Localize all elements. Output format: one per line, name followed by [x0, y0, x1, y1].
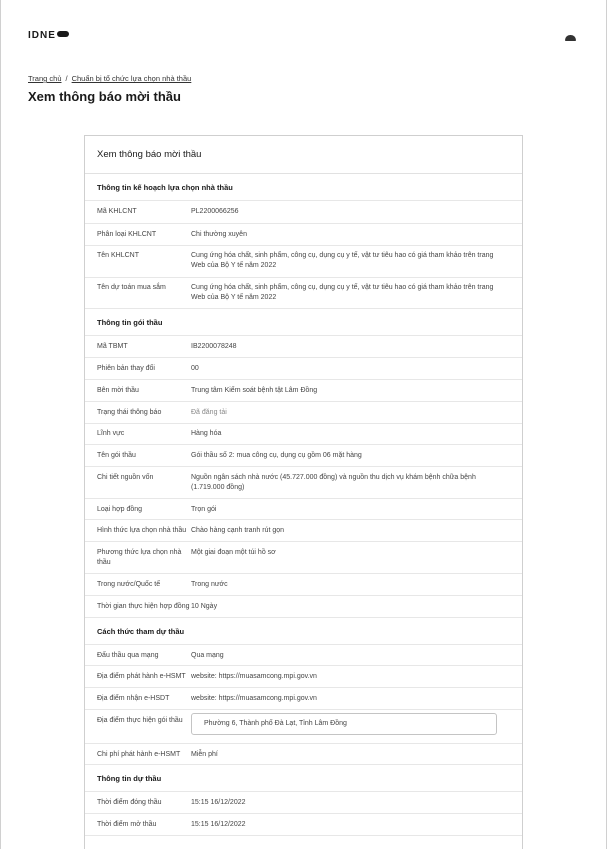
row-value: IB2200078248	[191, 343, 237, 350]
row-value: Một giai đoạn một túi hồ sơ	[191, 549, 276, 556]
row-label: Thời gian thực hiện hợp đồng	[97, 603, 190, 610]
row-value: 10 Ngày	[191, 603, 218, 610]
table-row	[85, 645, 522, 666]
table-row	[85, 814, 522, 836]
table-row	[85, 380, 522, 402]
row-value: Miễn phí	[191, 751, 218, 758]
breadcrumb-separator: /	[65, 74, 68, 83]
table-row	[85, 499, 522, 520]
table-row	[85, 358, 522, 380]
card-title: Xem thông báo mời thầu	[85, 136, 522, 174]
user-menu-icon[interactable]	[565, 35, 576, 41]
row-label: Mã TBMT	[97, 343, 128, 350]
section-bidding-title: Thông tin dự thầu	[85, 765, 522, 792]
row-label: Thời điểm mở thầu	[97, 821, 157, 828]
section-participation-title: Cách thức tham dự thầu	[85, 618, 522, 645]
row-label: Địa điểm nhận e-HSDT	[97, 695, 170, 702]
row-label: Phiên bản thay đổi	[97, 365, 155, 372]
row-label: Chi phí phát hành e-HSMT	[97, 751, 181, 758]
row-value: Qua mạng	[191, 652, 224, 659]
row-value: Trọn gói	[191, 506, 217, 513]
table-row	[85, 792, 522, 814]
row-label: Phương thức lựa chọn nhà thầu	[97, 549, 182, 566]
row-label: Lĩnh vực	[97, 430, 125, 437]
row-value: Hàng hóa	[191, 430, 222, 437]
row-label: Tên dự toán mua sắm	[97, 284, 166, 291]
table-row	[85, 574, 522, 596]
location-field[interactable]: Phường 6, Thành phố Đà Lạt, Tỉnh Lâm Đồng	[191, 713, 497, 735]
table-row	[85, 666, 522, 688]
row-value: Chào hàng cạnh tranh rút gọn	[191, 527, 285, 534]
row-label: Chi tiết nguồn vốn	[97, 474, 154, 481]
breadcrumb-parent-link[interactable]: Chuẩn bị tổ chức lựa chọn nhà thầu	[71, 74, 192, 83]
breadcrumb	[28, 74, 191, 83]
row-label: Thời điểm đóng thầu	[97, 799, 162, 806]
logo-mark-icon	[57, 31, 69, 37]
row-label: Trạng thái thông báo	[97, 409, 162, 416]
row-value: PL2200066256	[191, 208, 239, 215]
row-value: website: https://muasamcong.mpi.gov.vn	[191, 695, 317, 702]
row-label: Địa điểm thực hiện gói thầu	[97, 717, 183, 724]
row-value: Cung ứng hóa chất, sinh phẩm, công cụ, dụng cụ y tế, vật tư tiêu hao có giá tham khảo trên trang Web của Bộ Y tế năm 2022	[191, 252, 494, 269]
row-value: 00	[191, 365, 199, 372]
table-row	[85, 424, 522, 445]
table-row	[85, 246, 522, 278]
table-row	[85, 688, 522, 710]
row-label: Địa điểm phát hành e-HSMT	[97, 673, 186, 680]
row-label: Tên gói thầu	[97, 452, 136, 459]
row-label: Mã KHLCNT	[97, 208, 137, 215]
row-label: Bên mời thầu	[97, 387, 139, 394]
breadcrumb-home-link[interactable]: Trang chủ	[28, 74, 62, 83]
row-label: Tên KHLCNT	[97, 252, 140, 259]
row-value: Cung ứng hóa chất, sinh phẩm, công cụ, dụng cụ y tế, vật tư tiêu hao có giá tham khảo trên trang Web của Bộ Y tế năm 2022	[191, 284, 494, 301]
section-package-title: Thông tin gói thầu	[85, 309, 522, 336]
row-label: Đấu thầu qua mạng	[97, 652, 159, 659]
table-row	[85, 224, 522, 246]
table-row	[85, 467, 522, 499]
table-row	[85, 278, 522, 309]
section-plan-title: Thông tin kế hoạch lựa chọn nhà thầu	[85, 174, 522, 201]
table-row	[85, 520, 522, 542]
row-value: 15:15 16/12/2022	[191, 799, 246, 806]
table-row	[85, 445, 522, 467]
row-value: website: https://muasamcong.mpi.gov.vn	[191, 673, 317, 680]
row-value: Gói thầu số 2: mua công cụ, dụng cụ gồm 06 mặt hàng	[191, 452, 362, 459]
table-row	[85, 402, 522, 424]
row-value: Trung tâm Kiểm soát bệnh tật Lâm Đồng	[191, 387, 318, 394]
row-label: Trong nước/Quốc tế	[97, 581, 161, 588]
status-badge: Đã đăng tải	[191, 409, 227, 416]
page-title: Xem thông báo mời thầu	[28, 89, 181, 104]
table-row	[85, 744, 522, 765]
row-value: Nguồn ngân sách nhà nước (45.727.000 đồng) và nguồn thu dịch vụ khám bệnh chữa bệnh (1.719.000 đồng)	[191, 474, 476, 491]
table-row	[85, 710, 522, 744]
table-row	[85, 336, 522, 358]
table-row	[85, 542, 522, 574]
logo[interactable]: IDNE	[28, 30, 69, 41]
row-value: 15:15 16/12/2022	[191, 821, 246, 828]
notice-card	[84, 135, 523, 849]
row-value: Chi thường xuyên	[191, 231, 247, 238]
row-label: Phân loại KHLCNT	[97, 231, 157, 238]
header	[0, 0, 607, 60]
row-label: Loại hợp đồng	[97, 506, 143, 513]
row-value: Trong nước	[191, 581, 228, 588]
table-row	[85, 201, 522, 224]
table-row	[85, 596, 522, 618]
row-label: Hình thức lựa chọn nhà thầu	[97, 527, 187, 534]
